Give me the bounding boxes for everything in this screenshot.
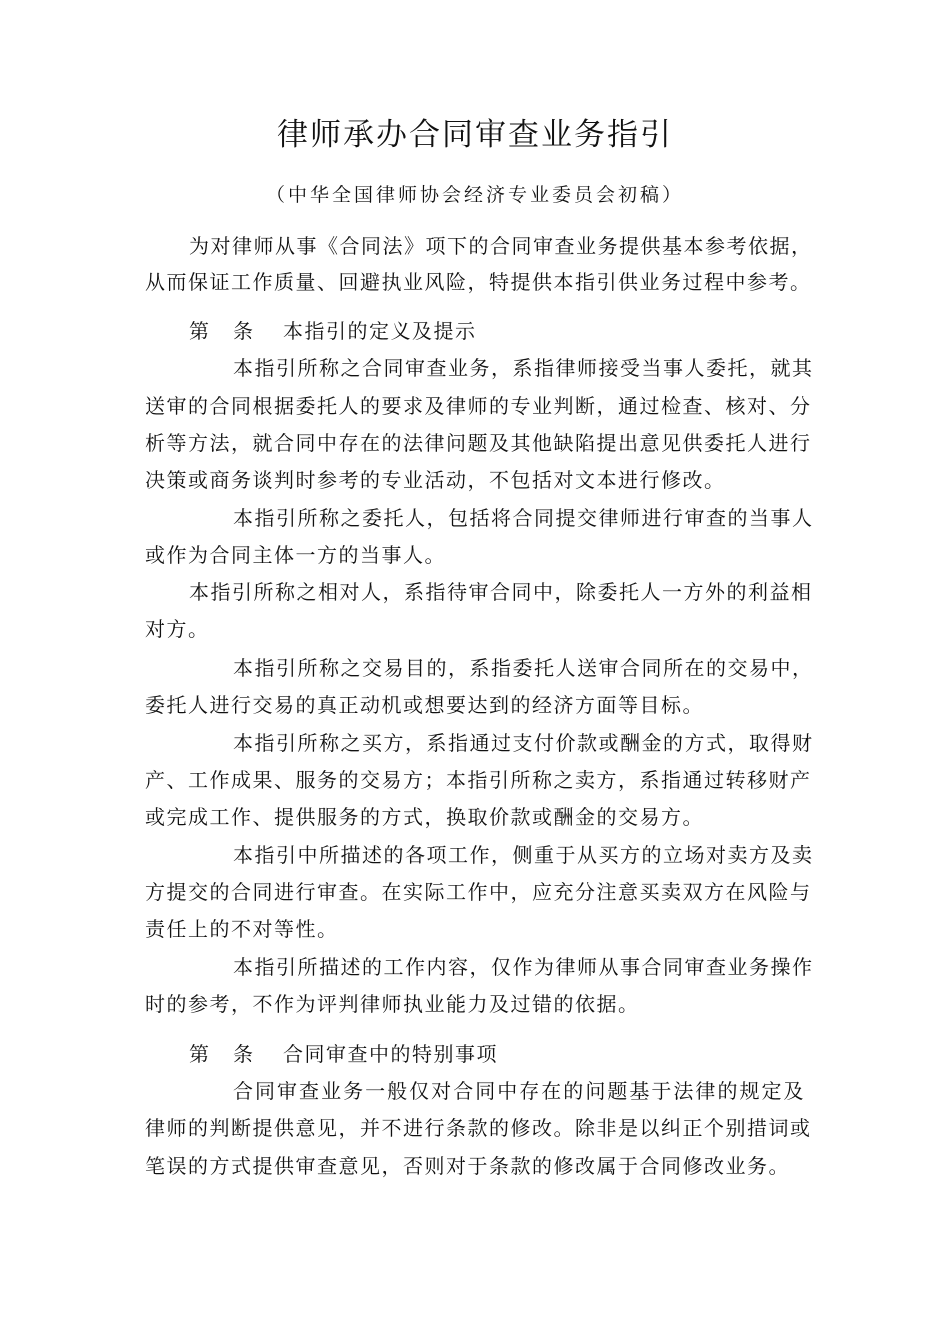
paragraph-line: 律师的判断提供意见，并不进行条款的修改。除非是以纠正个别措词或 xyxy=(145,1116,812,1140)
section-heading-text: 本指引的定义及提示 xyxy=(283,319,477,343)
article-label-tiao: 条 xyxy=(233,1042,255,1066)
section-heading xyxy=(189,1036,498,1072)
document-subtitle: （中华全国律师协会经济专业委员会初稿） xyxy=(265,184,684,206)
paragraph-line: 送审的合同根据委托人的要求及律师的专业判断，通过检查、核对、分 xyxy=(145,394,812,418)
paragraph-line: 析等方法，就合同中存在的法律问题及其他缺陷提出意见供委托人进行 xyxy=(145,431,812,455)
paragraph-line: 笔误的方式提供审查意见，否则对于条款的修改属于合同修改业务。 xyxy=(145,1154,790,1178)
paragraph-line: 本指引所描述的工作内容，仅作为律师从事合同审查业务操作 xyxy=(233,955,814,979)
paragraph-line: 本指引所称之委托人，包括将合同提交律师进行审查的当事人 xyxy=(233,506,814,530)
paragraph-line: 本指引中所描述的各项工作，侧重于从买方的立场对卖方及卖 xyxy=(233,843,814,867)
article-label-tiao: 条 xyxy=(233,319,255,343)
section-heading-text: 合同审查中的特别事项 xyxy=(283,1042,498,1066)
intro-line: 从而保证工作质量、回避执业风险，特提供本指引供业务过程中参考。 xyxy=(145,270,812,294)
paragraph-line: 本指引所称之交易目的，系指委托人送审合同所在的交易中， xyxy=(233,656,814,680)
paragraph-line: 责任上的不对等性。 xyxy=(145,917,339,941)
paragraph-line: 委托人进行交易的真正动机或想要达到的经济方面等目标。 xyxy=(145,693,704,717)
paragraph-line: 本指引所称之合同审查业务，系指律师接受当事人委托，就其 xyxy=(233,356,814,380)
paragraph-line: 或完成工作、提供服务的方式，换取价款或酬金的交易方。 xyxy=(145,805,704,829)
paragraph-line: 或作为合同主体一方的当事人。 xyxy=(145,543,446,567)
paragraph-line: 时的参考，不作为评判律师执业能力及过错的依据。 xyxy=(145,992,640,1016)
paragraph-line: 本指引所称之买方，系指通过支付价款或酬金的方式，取得财 xyxy=(233,731,814,755)
paragraph-line: 决策或商务谈判时参考的专业活动，不包括对文本进行修改。 xyxy=(145,468,726,492)
document-title: 律师承办合同审查业务指引 xyxy=(277,117,673,153)
paragraph-line: 产、工作成果、服务的交易方；本指引所称之卖方，系指通过转移财产 xyxy=(145,768,812,792)
article-label-di: 第 xyxy=(189,1042,211,1066)
paragraph-line: 合同审查业务一般仅对合同中存在的问题基于法律的规定及 xyxy=(233,1079,805,1103)
intro-line: 为对律师从事《合同法》项下的合同审查业务提供基本参考依据， xyxy=(189,234,813,258)
article-label-di: 第 xyxy=(189,319,211,343)
section-heading xyxy=(189,313,477,349)
paragraph-line: 方提交的合同进行审查。在实际工作中，应充分注意买卖双方在风险与 xyxy=(145,880,812,904)
paragraph-line: 对方。 xyxy=(145,617,210,641)
paragraph-line: 本指引所称之相对人，系指待审合同中，除委托人一方外的利益相 xyxy=(189,580,813,604)
